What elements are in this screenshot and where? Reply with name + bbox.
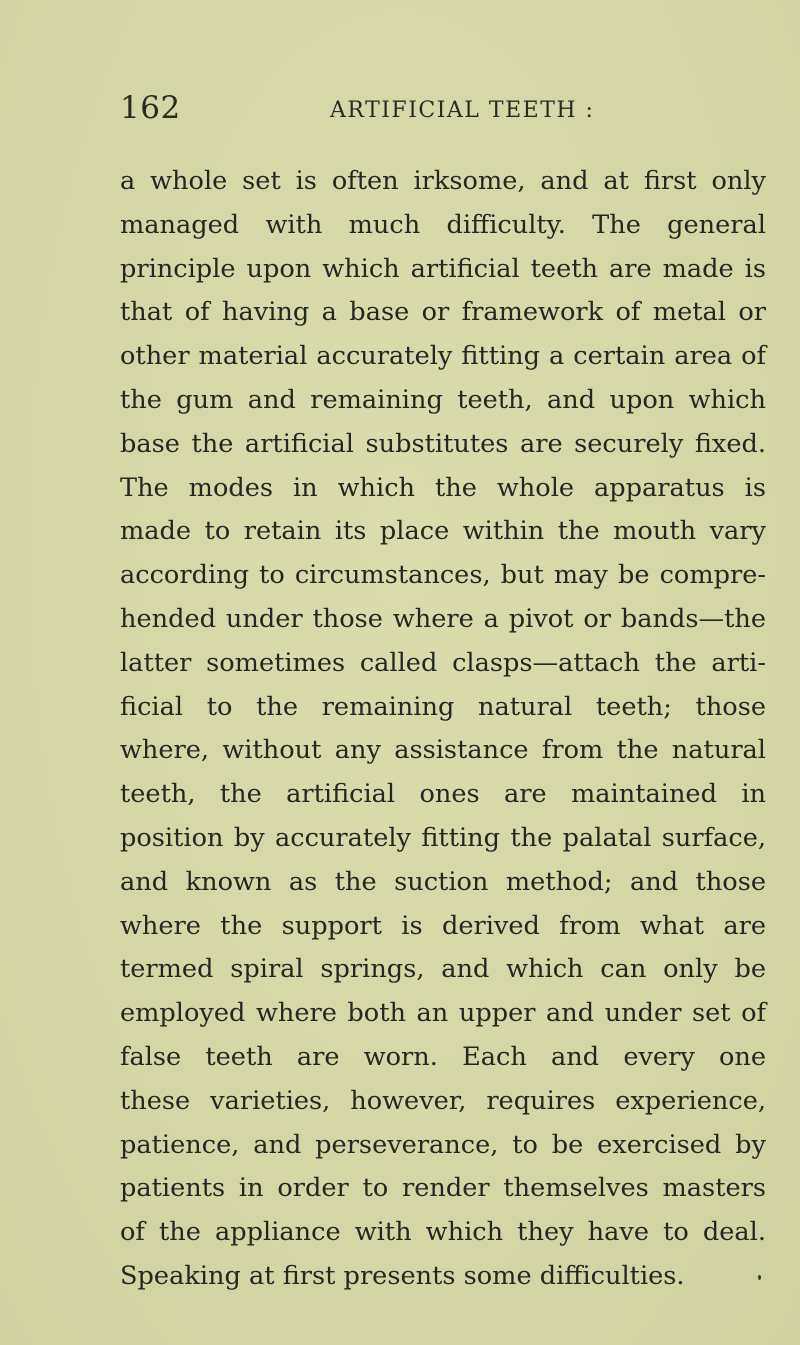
text-line: latter sometimes called clasps—attach the arti-: [120, 647, 766, 678]
page-header: [120, 86, 760, 136]
text-line: and known as the suction method; and those: [120, 866, 766, 897]
text-line: Speaking at first presents some difficulties.: [120, 1260, 685, 1291]
running-head: ARTIFICIAL TEETH :: [330, 98, 595, 123]
text-line: false teeth are worn. Each and every one: [120, 1041, 766, 1072]
text-line: The modes in which the whole apparatus is: [120, 472, 766, 503]
page-number: 162: [120, 90, 181, 126]
text-line: termed spiral springs, and which can only be: [120, 954, 766, 985]
text-line: hended under those where a pivot or bands—the: [120, 603, 766, 634]
text-line: where the support is derived from what are: [120, 910, 766, 941]
text-line: ficial to the remaining natural teeth; those: [120, 691, 766, 722]
text-line: other material accurately fitting a certain area of: [120, 341, 766, 372]
text-line: teeth, the artificial ones are maintained in: [120, 779, 766, 810]
text-line: managed with much difficulty. The general: [120, 209, 766, 240]
text-line: base the artificial substitutes are securely fixed.: [120, 428, 766, 459]
ink-speck: [758, 1275, 761, 1280]
text-line: employed where both an upper and under set of: [120, 998, 766, 1029]
text-line: position by accurately fitting the palatal surface,: [120, 822, 766, 853]
body-text: [120, 160, 766, 1299]
text-line: patience, and perseverance, to be exercised by: [120, 1129, 766, 1160]
text-line: that of having a base or framework of metal or: [120, 297, 766, 328]
text-line: the gum and remaining teeth, and upon which: [120, 384, 766, 415]
text-line: principle upon which artificial teeth are made is: [120, 253, 766, 284]
text-line: a whole set is often irksome, and at first only: [120, 166, 766, 196]
text-line: according to circumstances, but may be compre-: [120, 560, 766, 591]
text-line: patients in order to render themselves masters: [120, 1173, 766, 1204]
text-line: these varieties, however, requires experience,: [120, 1085, 766, 1116]
text-line: where, without any assistance from the natural: [120, 735, 766, 766]
text-line: made to retain its place within the mouth vary: [120, 516, 766, 547]
text-line: of the appliance with which they have to deal.: [120, 1217, 766, 1248]
